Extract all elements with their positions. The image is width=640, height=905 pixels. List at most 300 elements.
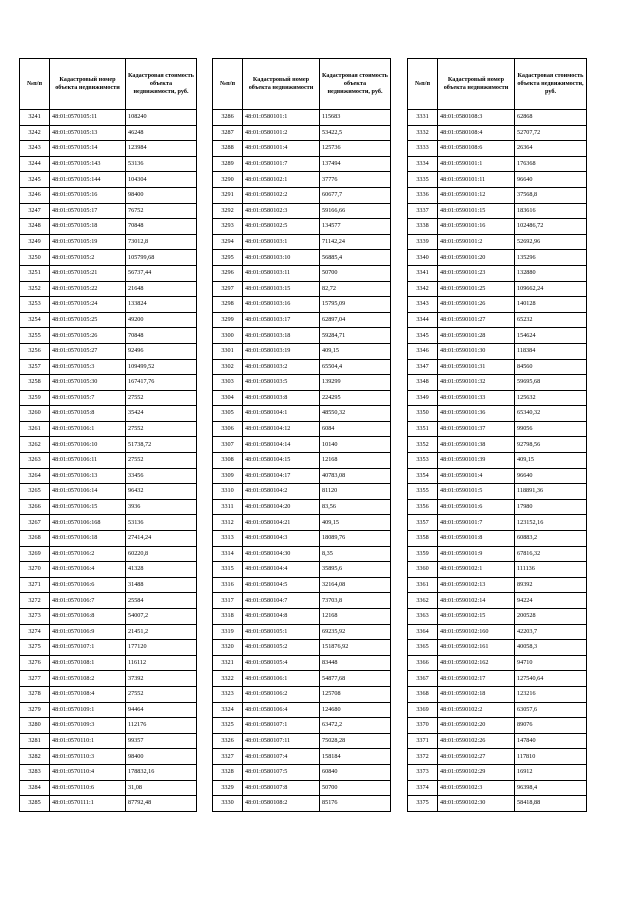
table-row: [213, 796, 391, 812]
cadastral-value: 56737,44: [126, 265, 197, 281]
cadastral-number: 48:01:0590101:26: [438, 297, 515, 313]
cadastral-value: 89392: [515, 577, 587, 593]
row-number: 3356: [408, 499, 438, 515]
row-number: 3325: [213, 718, 243, 734]
table-row: [408, 718, 587, 734]
row-number: 3276: [20, 655, 50, 671]
cadastral-number: 48:01:0570105:19: [50, 234, 126, 250]
row-number: 3350: [408, 406, 438, 422]
header-cadastral-value: Кадастровая стоимость объекта недвижимости, руб.: [320, 59, 391, 110]
table-row: [213, 141, 391, 157]
table-row: [20, 546, 197, 562]
table-row: [20, 686, 197, 702]
cadastral-number: 48:01:0570106:7: [50, 593, 126, 609]
cadastral-value: 65232: [515, 312, 587, 328]
cadastral-value: 81120: [320, 484, 391, 500]
cadastral-number: 48:01:0580107:5: [243, 764, 320, 780]
cadastral-value: 112176: [126, 718, 197, 734]
table-row: [20, 515, 197, 531]
cadastral-number: 48:01:0580102:1: [243, 172, 320, 188]
row-number: 3247: [20, 203, 50, 219]
cadastral-value: 125632: [515, 390, 587, 406]
cadastral-number: 48:01:0570105:3: [50, 359, 126, 375]
row-number: 3258: [20, 375, 50, 391]
cadastral-number: 48:01:0580102:3: [243, 203, 320, 219]
cadastral-number: 48:01:0570106:18: [50, 531, 126, 547]
row-number: 3375: [408, 796, 438, 812]
cadastral-number: 48:01:0590101:4: [438, 468, 515, 484]
table-row: [408, 453, 587, 469]
cadastral-number: 48:01:0570110:4: [50, 764, 126, 780]
table-row: [20, 125, 197, 141]
row-number: 3250: [20, 250, 50, 266]
row-number: 3320: [213, 640, 243, 656]
cadastral-value: 125736: [320, 141, 391, 157]
cadastral-number: 48:01:0580104:21: [243, 515, 320, 531]
cadastral-value: 53136: [126, 515, 197, 531]
cadastral-number: 48:01:0570105:27: [50, 343, 126, 359]
table-row: [408, 733, 587, 749]
cadastral-value: 35895,6: [320, 562, 391, 578]
cadastral-value: 75028,28: [320, 733, 391, 749]
table-body: [213, 110, 391, 812]
table-row: [20, 187, 197, 203]
row-number: 3301: [213, 343, 243, 359]
cadastral-value: 27552: [126, 453, 197, 469]
table-row: [20, 156, 197, 172]
table-row: [20, 297, 197, 313]
table-row: [213, 499, 391, 515]
cadastral-number: 48:01:0570106:14: [50, 484, 126, 500]
cadastral-value: 176368: [515, 156, 587, 172]
table-row: [20, 359, 197, 375]
cadastral-number: 48:01:0570105:8: [50, 406, 126, 422]
cadastral-value: 111136: [515, 562, 587, 578]
row-number: 3373: [408, 764, 438, 780]
row-number: 3257: [20, 359, 50, 375]
row-number: 3283: [20, 764, 50, 780]
cadastral-number: 48:01:0580106:2: [243, 686, 320, 702]
cadastral-value: 83448: [320, 655, 391, 671]
row-number: 3269: [20, 546, 50, 562]
register-table-2: [212, 58, 391, 812]
table-row: [213, 640, 391, 656]
cadastral-number: 48:01:0590101:7: [438, 515, 515, 531]
table-row: [408, 577, 587, 593]
row-number: 3369: [408, 702, 438, 718]
cadastral-number: 48:01:0570105:18: [50, 219, 126, 235]
cadastral-number: 48:01:0590102:161: [438, 640, 515, 656]
cadastral-number: 48:01:0580103:15: [243, 281, 320, 297]
cadastral-number: 48:01:0580108:6: [438, 141, 515, 157]
cadastral-value: 183616: [515, 203, 587, 219]
row-number: 3342: [408, 281, 438, 297]
table-row: [213, 484, 391, 500]
cadastral-value: 15795,09: [320, 297, 391, 313]
cadastral-number: 48:01:0580104:2: [243, 484, 320, 500]
table-row: [408, 250, 587, 266]
cadastral-number: 48:01:0570106:9: [50, 624, 126, 640]
row-number: 3321: [213, 655, 243, 671]
row-number: 3296: [213, 265, 243, 281]
cadastral-number: 48:01:0590101:9: [438, 546, 515, 562]
cadastral-value: 116112: [126, 655, 197, 671]
table-row: [20, 234, 197, 250]
cadastral-value: 96640: [515, 172, 587, 188]
cadastral-number: 48:01:0570108:4: [50, 686, 126, 702]
cadastral-value: 125708: [320, 686, 391, 702]
cadastral-value: 134577: [320, 219, 391, 235]
cadastral-value: 60840: [320, 764, 391, 780]
cadastral-value: 35424: [126, 406, 197, 422]
row-number: 3277: [20, 671, 50, 687]
header-row: [408, 59, 587, 110]
cadastral-value: 60677,7: [320, 187, 391, 203]
row-number: 3341: [408, 265, 438, 281]
cadastral-value: 409,15: [320, 515, 391, 531]
cadastral-number: 48:01:0570105:25: [50, 312, 126, 328]
cadastral-number: 48:01:0570105:13: [50, 125, 126, 141]
row-number: 3260: [20, 406, 50, 422]
header-cadastral-number: Кадастровый номер объекта недвижимости: [438, 59, 515, 110]
cadastral-number: 48:01:0570106:11: [50, 453, 126, 469]
cadastral-value: 85176: [320, 796, 391, 812]
table-row: [20, 110, 197, 126]
cadastral-number: 48:01:0570111:1: [50, 796, 126, 812]
table-row: [408, 375, 587, 391]
cadastral-number: 48:01:0590101:11: [438, 172, 515, 188]
cadastral-number: 48:01:0570110:3: [50, 749, 126, 765]
table-row: [408, 499, 587, 515]
cadastral-value: 63472,2: [320, 718, 391, 734]
table-row: [408, 437, 587, 453]
row-number: 3245: [20, 172, 50, 188]
table-body: [408, 110, 587, 812]
cadastral-number: 48:01:0570108:2: [50, 671, 126, 687]
row-number: 3367: [408, 671, 438, 687]
row-number: 3365: [408, 640, 438, 656]
table-row: [20, 671, 197, 687]
table-row: [408, 515, 587, 531]
row-number: 3278: [20, 686, 50, 702]
cadastral-number: 48:01:0580104:30: [243, 546, 320, 562]
row-number: 3348: [408, 375, 438, 391]
row-number: 3357: [408, 515, 438, 531]
table-row: [20, 172, 197, 188]
table-row: [213, 749, 391, 765]
row-number: 3316: [213, 577, 243, 593]
header-row: [213, 59, 391, 110]
cadastral-value: 94710: [515, 655, 587, 671]
table-row: [213, 562, 391, 578]
table-row: [213, 531, 391, 547]
cadastral-value: 25584: [126, 593, 197, 609]
cadastral-value: 139299: [320, 375, 391, 391]
table-row: [20, 702, 197, 718]
cadastral-number: 48:01:0570105:16: [50, 187, 126, 203]
table-row: [20, 499, 197, 515]
row-number: 3324: [213, 702, 243, 718]
cadastral-value: 102486,72: [515, 219, 587, 235]
cadastral-number: 48:01:0570106:2: [50, 546, 126, 562]
row-number: 3299: [213, 312, 243, 328]
header-cadastral-value: Кадастровая стоимость объекта недвижимости, руб.: [126, 59, 197, 110]
cadastral-number: 48:01:0590101:32: [438, 375, 515, 391]
table-row: [408, 780, 587, 796]
row-number: 3264: [20, 468, 50, 484]
cadastral-number: 48:01:0590101:6: [438, 499, 515, 515]
cadastral-value: 105799,68: [126, 250, 197, 266]
cadastral-number: 48:01:0570106:4: [50, 562, 126, 578]
table-row: [408, 343, 587, 359]
row-number: 3340: [408, 250, 438, 266]
table-row: [20, 406, 197, 422]
row-number: 3312: [213, 515, 243, 531]
table-row: [408, 484, 587, 500]
cadastral-value: 409,15: [515, 453, 587, 469]
header-cadastral-number: Кадастровый номер объекта недвижимости: [243, 59, 320, 110]
cadastral-value: 49200: [126, 312, 197, 328]
row-number: 3339: [408, 234, 438, 250]
cadastral-value: 109662,24: [515, 281, 587, 297]
cadastral-value: 104304: [126, 172, 197, 188]
row-number: 3282: [20, 749, 50, 765]
cadastral-value: 31488: [126, 577, 197, 593]
cadastral-number: 48:01:0590102:13: [438, 577, 515, 593]
table-row: [20, 780, 197, 796]
table-row: [408, 390, 587, 406]
header-num: №п/п: [20, 59, 50, 110]
cadastral-number: 48:01:0570105:24: [50, 297, 126, 313]
row-number: 3335: [408, 172, 438, 188]
cadastral-number: 48:01:0570105:2: [50, 250, 126, 266]
cadastral-number: 48:01:0590102:27: [438, 749, 515, 765]
table-row: [20, 796, 197, 812]
row-number: 3317: [213, 593, 243, 609]
row-number: 3304: [213, 390, 243, 406]
cadastral-value: 118384: [515, 343, 587, 359]
row-number: 3256: [20, 343, 50, 359]
row-number: 3280: [20, 718, 50, 734]
row-number: 3249: [20, 234, 50, 250]
row-number: 3313: [213, 531, 243, 547]
table-row: [213, 609, 391, 625]
cadastral-number: 48:01:0590102:3: [438, 780, 515, 796]
table-row: [408, 609, 587, 625]
table-row: [213, 686, 391, 702]
row-number: 3372: [408, 749, 438, 765]
row-number: 3293: [213, 219, 243, 235]
cadastral-number: 48:01:0580106:1: [243, 671, 320, 687]
table-row: [213, 780, 391, 796]
cadastral-number: 48:01:0580107:1: [243, 718, 320, 734]
row-number: 3286: [213, 110, 243, 126]
cadastral-number: 48:01:0570108:1: [50, 655, 126, 671]
row-number: 3345: [408, 328, 438, 344]
cadastral-number: 48:01:0580107:4: [243, 749, 320, 765]
cadastral-number: 48:01:0570105:144: [50, 172, 126, 188]
cadastral-number: 48:01:0590102:2: [438, 702, 515, 718]
row-number: 3275: [20, 640, 50, 656]
cadastral-number: 48:01:0580104:3: [243, 531, 320, 547]
cadastral-number: 48:01:0570106:15: [50, 499, 126, 515]
cadastral-number: 48:01:0590102:15: [438, 609, 515, 625]
cadastral-value: 154624: [515, 328, 587, 344]
table-row: [408, 468, 587, 484]
row-number: 3343: [408, 297, 438, 313]
table-row: [213, 234, 391, 250]
row-number: 3305: [213, 406, 243, 422]
cadastral-number: 48:01:0590102:160: [438, 624, 515, 640]
table-row: [408, 749, 587, 765]
table-row: [213, 546, 391, 562]
cadastral-number: 48:01:0580104:17: [243, 468, 320, 484]
cadastral-number: 48:01:0590101:30: [438, 343, 515, 359]
cadastral-number: 48:01:0580104:1: [243, 406, 320, 422]
cadastral-value: 118891,36: [515, 484, 587, 500]
table-row: [213, 359, 391, 375]
row-number: 3346: [408, 343, 438, 359]
cadastral-value: 94464: [126, 702, 197, 718]
cadastral-value: 96640: [515, 468, 587, 484]
cadastral-number: 48:01:0570106:13: [50, 468, 126, 484]
cadastral-value: 42203,7: [515, 624, 587, 640]
table-row: [213, 203, 391, 219]
cadastral-value: 70848: [126, 328, 197, 344]
cadastral-number: 48:01:0590101:5: [438, 484, 515, 500]
row-number: 3360: [408, 562, 438, 578]
cadastral-number: 48:01:0570105:26: [50, 328, 126, 344]
cadastral-number: 48:01:0570106:8: [50, 609, 126, 625]
cadastral-number: 48:01:0580105:1: [243, 624, 320, 640]
cadastral-value: 82,72: [320, 281, 391, 297]
cadastral-number: 48:01:0590102:29: [438, 764, 515, 780]
row-number: 3307: [213, 437, 243, 453]
cadastral-number: 48:01:0580103:2: [243, 359, 320, 375]
row-number: 3332: [408, 125, 438, 141]
table-row: [20, 250, 197, 266]
table-row: [408, 562, 587, 578]
table-row: [20, 764, 197, 780]
cadastral-number: 48:01:0580103:17: [243, 312, 320, 328]
table-row: [408, 203, 587, 219]
table-row: [213, 172, 391, 188]
row-number: 3374: [408, 780, 438, 796]
row-number: 3314: [213, 546, 243, 562]
table-row: [408, 593, 587, 609]
row-number: 3281: [20, 733, 50, 749]
table-row: [213, 624, 391, 640]
cadastral-number: 48:01:0580102:5: [243, 219, 320, 235]
cadastral-number: 48:01:0580104:15: [243, 453, 320, 469]
cadastral-number: 48:01:0580105:4: [243, 655, 320, 671]
table-row: [213, 110, 391, 126]
table-row: [213, 515, 391, 531]
table-row: [408, 219, 587, 235]
cadastral-value: 177120: [126, 640, 197, 656]
row-number: 3359: [408, 546, 438, 562]
row-number: 3244: [20, 156, 50, 172]
cadastral-number: 48:01:0570105:143: [50, 156, 126, 172]
cadastral-value: 41328: [126, 562, 197, 578]
table-row: [408, 686, 587, 702]
row-number: 3327: [213, 749, 243, 765]
cadastral-value: 12168: [320, 609, 391, 625]
cadastral-number: 48:01:0590101:1: [438, 156, 515, 172]
cadastral-value: 135296: [515, 250, 587, 266]
cadastral-value: 37568,8: [515, 187, 587, 203]
cadastral-value: 133824: [126, 297, 197, 313]
row-number: 3328: [213, 764, 243, 780]
table-row: [213, 219, 391, 235]
table-row: [408, 110, 587, 126]
cadastral-number: 48:01:0580107:11: [243, 733, 320, 749]
row-number: 3292: [213, 203, 243, 219]
table-row: [213, 733, 391, 749]
cadastral-number: 48:01:0590101:12: [438, 187, 515, 203]
cadastral-number: 48:01:0580108:3: [438, 110, 515, 126]
table-row: [213, 468, 391, 484]
cadastral-number: 48:01:0570106:168: [50, 515, 126, 531]
cadastral-value: 18089,76: [320, 531, 391, 547]
cadastral-value: 27552: [126, 686, 197, 702]
cadastral-number: 48:01:0580105:2: [243, 640, 320, 656]
row-number: 3263: [20, 453, 50, 469]
table-row: [408, 156, 587, 172]
cadastral-number: 48:01:0590102:17: [438, 671, 515, 687]
table-row: [408, 312, 587, 328]
table-row: [408, 640, 587, 656]
cadastral-value: 137494: [320, 156, 391, 172]
row-number: 3370: [408, 718, 438, 734]
table-row: [408, 546, 587, 562]
cadastral-number: 48:01:0580103:5: [243, 375, 320, 391]
row-number: 3315: [213, 562, 243, 578]
table-row: [213, 187, 391, 203]
cadastral-number: 48:01:0580107:8: [243, 780, 320, 796]
table-row: [20, 390, 197, 406]
cadastral-number: 48:01:0590101:28: [438, 328, 515, 344]
table-row: [20, 655, 197, 671]
row-number: 3368: [408, 686, 438, 702]
table-row: [213, 281, 391, 297]
row-number: 3318: [213, 609, 243, 625]
cadastral-value: 98400: [126, 187, 197, 203]
row-number: 3294: [213, 234, 243, 250]
cadastral-value: 117810: [515, 749, 587, 765]
cadastral-number: 48:01:0570105:17: [50, 203, 126, 219]
row-number: 3371: [408, 733, 438, 749]
cadastral-value: 56885,4: [320, 250, 391, 266]
table-row: [408, 624, 587, 640]
table-row: [20, 203, 197, 219]
table-row: [213, 250, 391, 266]
table-row: [408, 702, 587, 718]
header-num: №п/п: [213, 59, 243, 110]
cadastral-value: 6084: [320, 421, 391, 437]
table-row: [213, 375, 391, 391]
cadastral-number: 48:01:0570105:14: [50, 141, 126, 157]
table-row: [20, 453, 197, 469]
cadastral-value: 200528: [515, 609, 587, 625]
table-row: [408, 297, 587, 313]
table-row: [408, 234, 587, 250]
cadastral-number: 48:01:0590102:14: [438, 593, 515, 609]
cadastral-number: 48:01:0580103:11: [243, 265, 320, 281]
cadastral-value: 27552: [126, 421, 197, 437]
cadastral-value: 167417,76: [126, 375, 197, 391]
table-row: [20, 312, 197, 328]
